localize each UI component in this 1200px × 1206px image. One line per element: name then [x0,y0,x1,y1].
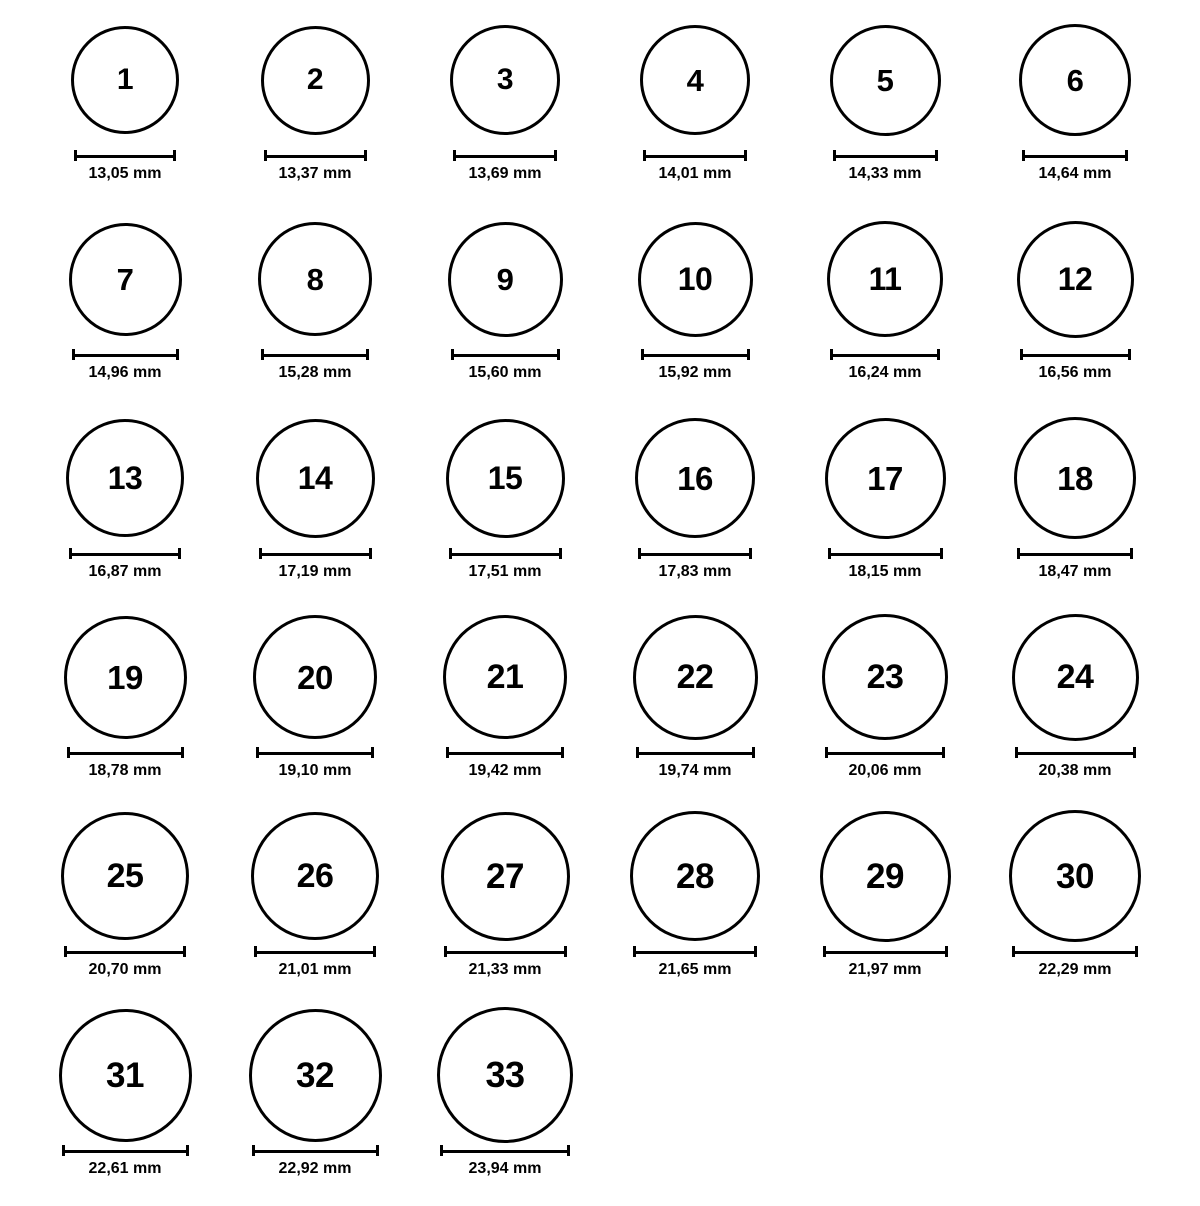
ring-outline-circle [441,812,570,941]
diameter-label: 13,37 mm [278,165,352,182]
measure-line [446,747,564,758]
diameter-label: 18,78 mm [88,762,162,779]
diameter-label: 18,47 mm [1038,563,1112,580]
ring-outline-wrapper [437,1007,573,1143]
ring-size-number: 9 [496,261,514,297]
diameter-label: 20,70 mm [88,961,162,978]
measure-line [259,548,372,559]
diameter-measure-bar [823,944,948,958]
ring-size-cell [600,410,790,609]
measure-line [453,150,557,161]
ring-outline-circle [822,614,948,740]
ring-size-number: 25 [106,857,144,895]
ring-size-number: 3 [496,63,514,96]
ring-outline-wrapper [827,211,943,347]
diameter-label: 23,94 mm [468,1160,542,1177]
measure-tick-left-icon [828,548,831,559]
ring-size-number: 33 [485,1054,525,1095]
ring-outline-circle [830,25,941,136]
measure-tick-left-icon [1017,548,1020,559]
measure-tick-left-icon [62,1145,65,1156]
measure-tick-right-icon [937,349,940,360]
ring-outline-circle [820,811,951,942]
ring-size-cell [980,410,1170,609]
ring-size-cell [30,410,220,609]
measure-line [1020,349,1131,360]
measure-tick-right-icon [373,946,376,957]
diameter-measure-bar [62,1143,189,1157]
diameter-label: 15,60 mm [468,364,542,381]
ring-size-number: 8 [306,261,324,297]
ring-size-cell [30,609,220,808]
diameter-label: 22,29 mm [1038,961,1112,978]
ring-size-cell [30,808,220,1007]
ring-size-cell [410,609,600,808]
ring-size-cell [980,12,1170,211]
ring-size-cell [220,1007,410,1206]
diameter-measure-bar [825,745,945,759]
ring-size-cell [790,808,980,1007]
measure-tick-right-icon [561,747,564,758]
measure-tick-left-icon [64,946,67,957]
measure-line [261,349,369,360]
ring-outline-wrapper [830,12,941,148]
measure-tick-left-icon [446,747,449,758]
ring-size-cell [220,211,410,410]
ring-outline-circle [59,1009,192,1142]
ring-size-cell [600,12,790,211]
ring-outline-wrapper [253,609,377,745]
diameter-label: 14,96 mm [88,364,162,381]
measure-line [823,946,948,957]
ring-outline-circle [640,25,750,135]
measure-tick-right-icon [567,1145,570,1156]
diameter-label: 14,64 mm [1038,165,1112,182]
diameter-label: 22,92 mm [278,1160,352,1177]
measure-tick-left-icon [641,349,644,360]
diameter-label: 21,33 mm [468,961,542,978]
ring-outline-circle [261,26,370,135]
measure-line [833,150,938,161]
measure-tick-left-icon [1012,946,1015,957]
measure-line [444,946,567,957]
diameter-label: 17,51 mm [468,563,542,580]
measure-tick-right-icon [376,1145,379,1156]
measure-line [633,946,757,957]
ring-size-number: 14 [297,460,333,496]
diameter-label: 22,61 mm [88,1160,162,1177]
diameter-label: 21,97 mm [848,961,922,978]
measure-tick-left-icon [833,150,836,161]
ring-outline-circle [437,1007,573,1143]
ring-size-number: 11 [868,261,902,297]
diameter-measure-bar [259,546,372,560]
diameter-measure-bar [440,1143,570,1157]
measure-tick-left-icon [259,548,262,559]
measure-line [64,946,186,957]
measure-tick-right-icon [369,548,372,559]
measure-line [67,747,184,758]
measure-tick-left-icon [1022,150,1025,161]
ring-size-number: 30 [1056,856,1094,896]
ring-size-cell [410,410,600,609]
measure-line [451,349,560,360]
diameter-label: 17,83 mm [658,563,732,580]
ring-outline-circle [1012,614,1139,741]
ring-outline-wrapper [441,808,570,944]
measure-line [254,946,376,957]
ring-outline-circle [638,222,753,337]
ring-size-cell [220,808,410,1007]
ring-outline-wrapper [446,410,565,546]
measure-tick-right-icon [1135,946,1138,957]
measure-tick-left-icon [638,548,641,559]
ring-size-number: 23 [866,658,904,696]
measure-tick-right-icon [1128,349,1131,360]
diameter-measure-bar [446,745,564,759]
ring-size-cell [410,808,600,1007]
ring-size-number: 10 [677,261,713,297]
diameter-measure-bar [254,944,376,958]
ring-outline-wrapper [1017,211,1134,347]
diameter-label: 13,05 mm [88,165,162,182]
diameter-measure-bar [256,745,374,759]
diameter-measure-bar [1022,148,1128,162]
diameter-label: 21,65 mm [658,961,732,978]
diameter-label: 16,56 mm [1038,364,1112,381]
ring-size-number: 19 [107,658,143,696]
measure-line [825,747,945,758]
measure-tick-right-icon [749,548,752,559]
diameter-measure-bar [636,745,755,759]
diameter-measure-bar [828,546,943,560]
ring-size-number: 12 [1057,261,1093,297]
diameter-measure-bar [638,546,752,560]
measure-line [69,548,181,559]
measure-tick-left-icon [1015,747,1018,758]
measure-tick-right-icon [747,349,750,360]
ring-outline-wrapper [448,211,563,347]
ring-size-number: 27 [486,856,524,896]
measure-line [643,150,747,161]
ring-size-number: 18 [1057,459,1093,497]
measure-tick-right-icon [1130,548,1133,559]
measure-tick-left-icon [74,150,77,161]
diameter-label: 21,01 mm [278,961,352,978]
measure-line [641,349,750,360]
ring-outline-wrapper [64,609,187,745]
ring-outline-circle [1019,24,1131,136]
ring-outline-circle [249,1009,382,1142]
diameter-label: 17,19 mm [278,563,352,580]
measure-tick-left-icon [823,946,826,957]
measure-tick-right-icon [942,747,945,758]
ring-outline-wrapper [69,211,182,347]
diameter-measure-bar [252,1143,379,1157]
measure-tick-left-icon [69,548,72,559]
diameter-measure-bar [451,347,560,361]
measure-tick-left-icon [261,349,264,360]
ring-outline-circle [69,223,182,336]
measure-line [62,1145,189,1156]
measure-line [636,747,755,758]
ring-size-number: 28 [676,856,714,896]
ring-outline-circle [251,812,379,940]
diameter-measure-bar [72,347,179,361]
ring-size-cell [600,609,790,808]
measure-tick-right-icon [1125,150,1128,161]
ring-size-number: 24 [1056,658,1094,696]
measure-line [1022,150,1128,161]
measure-tick-right-icon [364,150,367,161]
ring-outline-circle [71,26,179,134]
diameter-measure-bar [1020,347,1131,361]
ring-size-cell [30,1007,220,1206]
ring-outline-circle [827,221,943,337]
measure-line [264,150,367,161]
diameter-label: 15,92 mm [658,364,732,381]
ring-outline-wrapper [638,211,753,347]
ring-size-number: 26 [296,857,334,895]
ring-outline-wrapper [251,808,379,944]
ring-outline-wrapper [61,808,189,944]
ring-outline-circle [256,419,375,538]
ring-size-cell [790,12,980,211]
diameter-measure-bar [264,148,367,162]
ring-size-number: 7 [116,261,134,297]
ring-size-cell [220,609,410,808]
ring-outline-circle [825,418,946,539]
measure-tick-left-icon [830,349,833,360]
ring-outline-circle [1009,810,1141,942]
diameter-label: 20,06 mm [848,762,922,779]
ring-outline-wrapper [825,410,946,546]
diameter-measure-bar [643,148,747,162]
measure-tick-right-icon [940,548,943,559]
diameter-measure-bar [67,745,184,759]
measure-tick-right-icon [559,548,562,559]
measure-line [440,1145,570,1156]
ring-size-number: 15 [487,460,523,496]
ring-outline-wrapper [630,808,760,944]
diameter-measure-bar [261,347,369,361]
ring-size-number: 6 [1066,62,1084,98]
ring-size-cell [410,12,600,211]
ring-outline-circle [633,615,758,740]
ring-outline-circle [258,222,372,336]
diameter-label: 15,28 mm [278,364,352,381]
ring-outline-wrapper [261,12,370,148]
diameter-measure-bar [1017,546,1133,560]
ring-size-cell [980,211,1170,410]
measure-tick-left-icon [254,946,257,957]
ring-outline-wrapper [820,808,951,944]
ring-size-cell [220,12,410,211]
ring-size-cell [790,410,980,609]
ring-outline-circle [1017,221,1134,338]
ring-size-cell [410,1007,600,1206]
ring-size-number: 31 [106,1055,144,1095]
ring-outline-wrapper [450,12,560,148]
ring-size-cell [790,609,980,808]
measure-tick-right-icon [1133,747,1136,758]
ring-size-number: 22 [676,658,714,696]
measure-tick-right-icon [186,1145,189,1156]
measure-tick-right-icon [554,150,557,161]
diameter-measure-bar [444,944,567,958]
diameter-measure-bar [1012,944,1138,958]
ring-outline-circle [66,419,184,537]
ring-outline-circle [443,615,567,739]
measure-tick-right-icon [557,349,560,360]
measure-tick-left-icon [67,747,70,758]
ring-outline-wrapper [640,12,750,148]
diameter-label: 19,10 mm [278,762,352,779]
measure-tick-right-icon [181,747,184,758]
ring-outline-circle [253,615,377,739]
ring-size-cell [790,211,980,410]
diameter-measure-bar [641,347,750,361]
measure-tick-left-icon [256,747,259,758]
diameter-label: 13,69 mm [468,165,542,182]
ring-size-number: 17 [867,459,903,497]
measure-line [74,150,176,161]
measure-tick-left-icon [825,747,828,758]
measure-tick-right-icon [744,150,747,161]
ring-outline-circle [448,222,563,337]
measure-line [256,747,374,758]
measure-tick-left-icon [72,349,75,360]
ring-outline-circle [64,616,187,739]
ring-size-grid [30,0,1170,1206]
ring-size-number: 5 [876,62,894,98]
diameter-label: 19,74 mm [658,762,732,779]
ring-outline-wrapper [822,609,948,745]
ring-outline-wrapper [1014,410,1136,546]
ring-size-cell [980,609,1170,808]
measure-tick-right-icon [935,150,938,161]
diameter-label: 19,42 mm [468,762,542,779]
diameter-measure-bar [74,148,176,162]
measure-line [72,349,179,360]
measure-tick-right-icon [945,946,948,957]
ring-outline-circle [635,418,755,538]
diameter-label: 18,15 mm [848,563,922,580]
diameter-label: 14,33 mm [848,165,922,182]
measure-tick-right-icon [173,150,176,161]
diameter-label: 20,38 mm [1038,762,1112,779]
measure-tick-right-icon [371,747,374,758]
measure-tick-right-icon [366,349,369,360]
ring-outline-circle [1014,417,1136,539]
measure-line [638,548,752,559]
ring-size-number: 32 [296,1055,334,1095]
diameter-measure-bar [453,148,557,162]
measure-tick-left-icon [643,150,646,161]
diameter-measure-bar [1015,745,1136,759]
measure-line [1017,548,1133,559]
diameter-measure-bar [833,148,938,162]
ring-outline-circle [446,419,565,538]
ring-outline-wrapper [66,410,184,546]
ring-size-cell [220,410,410,609]
measure-tick-left-icon [1020,349,1023,360]
measure-tick-left-icon [451,349,454,360]
ring-size-cell [30,211,220,410]
ring-size-cell [410,211,600,410]
measure-line [1015,747,1136,758]
diameter-label: 16,87 mm [88,563,162,580]
ring-size-number: 1 [116,63,134,96]
measure-tick-left-icon [449,548,452,559]
ring-size-number: 4 [686,62,704,98]
diameter-label: 14,01 mm [658,165,732,182]
ring-outline-circle [630,811,760,941]
diameter-measure-bar [633,944,757,958]
measure-line [828,548,943,559]
ring-outline-wrapper [443,609,567,745]
diameter-label: 16,24 mm [848,364,922,381]
ring-outline-wrapper [633,609,758,745]
ring-size-cell [30,12,220,211]
measure-line [830,349,940,360]
ring-size-number: 21 [486,658,524,696]
measure-tick-right-icon [564,946,567,957]
measure-line [449,548,562,559]
measure-tick-left-icon [453,150,456,161]
ring-outline-wrapper [256,410,375,546]
measure-tick-left-icon [440,1145,443,1156]
ring-outline-wrapper [635,410,755,546]
measure-line [252,1145,379,1156]
measure-tick-right-icon [183,946,186,957]
diameter-measure-bar [69,546,181,560]
measure-tick-left-icon [264,150,267,161]
ring-outline-wrapper [59,1007,192,1143]
measure-tick-left-icon [444,946,447,957]
ring-size-number: 13 [107,460,143,496]
measure-tick-right-icon [176,349,179,360]
ring-outline-wrapper [1019,12,1131,148]
ring-outline-wrapper [249,1007,382,1143]
ring-outline-wrapper [1012,609,1139,745]
measure-tick-right-icon [178,548,181,559]
ring-outline-wrapper [1009,808,1141,944]
measure-tick-right-icon [754,946,757,957]
measure-tick-left-icon [252,1145,255,1156]
ring-size-cell [980,808,1170,1007]
ring-size-number: 16 [677,459,713,497]
ring-outline-circle [61,812,189,940]
diameter-measure-bar [64,944,186,958]
ring-size-number: 29 [866,856,904,896]
ring-size-number: 2 [306,63,324,96]
ring-outline-circle [450,25,560,135]
ring-size-cell [600,808,790,1007]
diameter-measure-bar [449,546,562,560]
measure-tick-left-icon [633,946,636,957]
ring-size-cell [600,211,790,410]
measure-tick-right-icon [752,747,755,758]
measure-tick-left-icon [636,747,639,758]
measure-line [1012,946,1138,957]
ring-outline-wrapper [258,211,372,347]
ring-outline-wrapper [71,12,179,148]
ring-size-number: 20 [297,658,333,696]
diameter-measure-bar [830,347,940,361]
